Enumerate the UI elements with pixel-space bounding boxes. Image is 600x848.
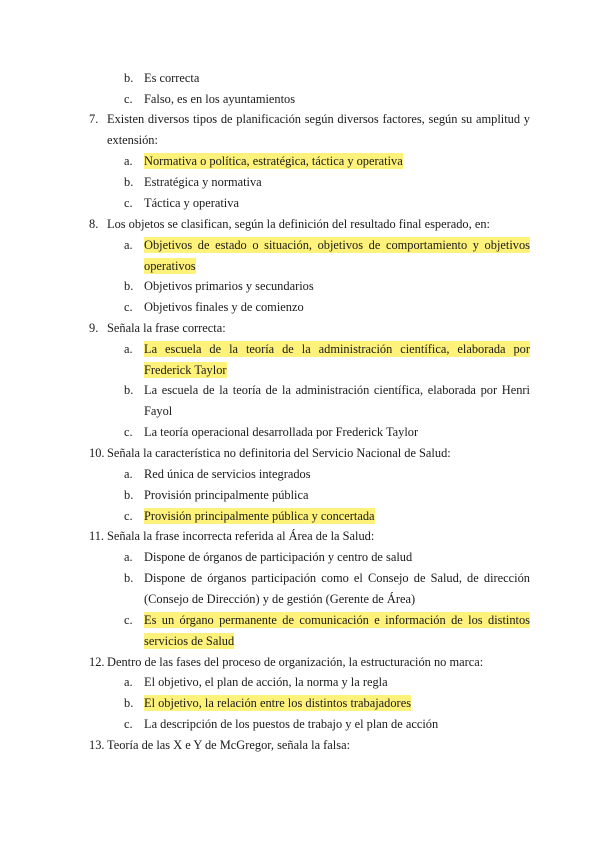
option-9a — [124, 339, 530, 381]
option-letter: c. — [124, 509, 133, 523]
question-number: 10. — [89, 446, 105, 460]
option-text: Objetivos finales y de comienzo — [144, 300, 304, 314]
question-text: Señala la característica no definitoria del Servicio Nacional de Salud: — [107, 446, 451, 460]
option-letter: b. — [124, 488, 134, 502]
question-text: Teoría de las X e Y de McGregor, señala la falsa: — [107, 738, 351, 752]
highlighted-answer: Provisión principalmente pública y concertada — [144, 509, 375, 523]
option-10b — [124, 485, 530, 506]
question-7 — [89, 109, 530, 151]
question-11 — [89, 526, 530, 547]
option-letter: c. — [124, 425, 133, 439]
option-text: La escuela de la teoría de la administración científica, elaborada por Henri Fayol — [144, 383, 530, 418]
option-11c — [124, 610, 530, 652]
option-letter: b. — [124, 279, 134, 293]
option-letter: c. — [124, 92, 133, 106]
question-8 — [89, 214, 530, 235]
option-text: La teoría operacional desarrollada por Frederick Taylor — [144, 425, 419, 439]
question-number: 8. — [89, 217, 99, 231]
option-letter: c. — [124, 717, 133, 731]
option-9c — [124, 422, 530, 443]
question-number: 7. — [89, 112, 99, 126]
question-number: 9. — [89, 321, 99, 335]
option-letter: c. — [124, 196, 133, 210]
option-10a — [124, 464, 530, 485]
option-text: El objetivo, el plan de acción, la norma y la regla — [144, 675, 388, 689]
option-6c — [124, 89, 530, 110]
option-12a — [124, 672, 530, 693]
option-text: Red única de servicios integrados — [144, 467, 311, 481]
option-letter: b. — [124, 383, 134, 397]
option-text: La descripción de los puestos de trabajo y el plan de acción — [144, 717, 439, 731]
question-text: Dentro de las fases del proceso de organización, la estructuración no marca: — [107, 655, 484, 669]
highlighted-answer: El objetivo, la relación entre los distintos trabajadores — [144, 696, 412, 710]
highlighted-answer: Es un órgano permanente de comunicación e información de los distintos servicios de Salud — [144, 613, 530, 648]
option-11b — [124, 568, 530, 610]
option-12b — [124, 693, 530, 714]
question-12 — [89, 652, 530, 673]
option-letter: b. — [124, 175, 134, 189]
option-8c — [124, 297, 530, 318]
question-number: 12. — [89, 655, 105, 669]
question-9 — [89, 318, 530, 339]
option-letter: a. — [124, 342, 133, 356]
highlighted-answer: La escuela de la teoría de la administración científica, elaborada por Frederick Taylor — [144, 342, 530, 377]
option-text: Es correcta — [144, 71, 200, 85]
option-text: Falso, es en los ayuntamientos — [144, 92, 296, 106]
option-letter: c. — [124, 613, 133, 627]
question-text: Los objetos se clasifican, según la definición del resultado final esperado, en: — [107, 217, 490, 231]
question-text: Existen diversos tipos de planificación según diversos factores, según su amplitud y extensión: — [107, 112, 530, 147]
option-text: Dispone de órganos participación como el Consejo de Salud, de dirección (Consejo de Dirección) y de gestión (Gerente de Área) — [144, 571, 530, 606]
option-text: Provisión principalmente pública — [144, 488, 309, 502]
option-letter: b. — [124, 571, 134, 585]
question-text: Señala la frase incorrecta referida al Área de la Salud: — [107, 529, 375, 543]
option-text: Estratégica y normativa — [144, 175, 262, 189]
question-13 — [89, 735, 530, 756]
option-8a — [124, 235, 530, 277]
option-text: Objetivos primarios y secundarios — [144, 279, 314, 293]
question-10 — [89, 443, 530, 464]
option-letter: b. — [124, 71, 134, 85]
option-letter: a. — [124, 238, 133, 252]
option-letter: a. — [124, 154, 133, 168]
option-text: Táctica y operativa — [144, 196, 239, 210]
option-letter: a. — [124, 467, 133, 481]
option-text: Dispone de órganos de participación y centro de salud — [144, 550, 413, 564]
option-7c — [124, 193, 530, 214]
option-10c — [124, 506, 530, 527]
option-7a — [124, 151, 530, 172]
highlighted-answer: Normativa o política, estratégica, táctica y operativa — [144, 154, 403, 168]
option-9b — [124, 380, 530, 422]
question-text: Señala la frase correcta: — [107, 321, 226, 335]
option-8b — [124, 276, 530, 297]
question-number: 13. — [89, 738, 105, 752]
question-number: 11. — [89, 529, 105, 543]
option-letter: c. — [124, 300, 133, 314]
option-letter: b. — [124, 696, 134, 710]
highlighted-answer: Objetivos de estado o situación, objetivos de comportamiento y objetivos operativos — [144, 238, 530, 273]
option-letter: a. — [124, 550, 133, 564]
option-6b — [124, 68, 530, 89]
option-letter: a. — [124, 675, 133, 689]
option-11a — [124, 547, 530, 568]
option-7b — [124, 172, 530, 193]
option-12c — [124, 714, 530, 735]
